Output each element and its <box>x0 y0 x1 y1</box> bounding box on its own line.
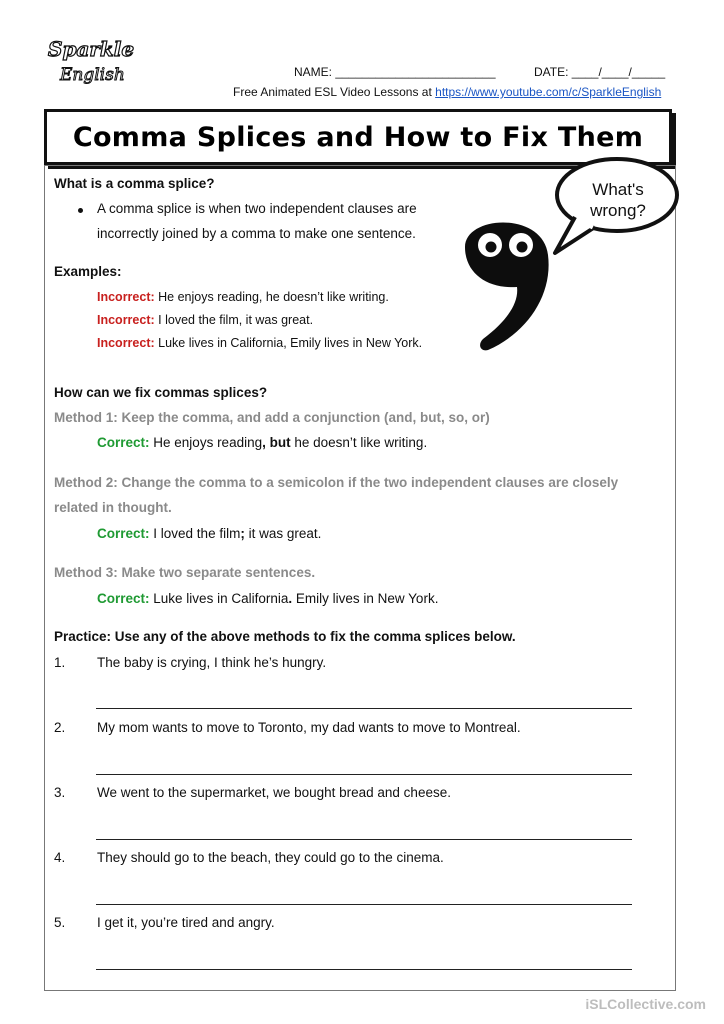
example-text: He enjoys reading, he doesn’t like writing. <box>158 290 389 304</box>
method-2-example <box>97 526 321 541</box>
lessons-line <box>233 85 661 99</box>
correct-text-end: it was great. <box>248 526 322 541</box>
example-text: Luke lives in California, Emily lives in New York. <box>158 336 423 350</box>
logo-line1: Sparkle <box>48 37 135 61</box>
correct-bold-part: . <box>288 591 293 606</box>
practice-sentence: My mom wants to move to Toronto, my dad wants to move to Montreal. <box>97 720 521 735</box>
logo-graphic <box>44 30 135 90</box>
correct-text-start: I loved the film <box>153 526 241 541</box>
examples-heading: Examples: <box>54 264 122 279</box>
bubble-line-2: wrong? <box>590 201 646 220</box>
correct-text-start: He enjoys reading <box>153 435 263 450</box>
method-1-example <box>97 435 427 450</box>
definition-line-2: incorrectly joined by a comma to make one sentence. <box>97 226 416 241</box>
practice-heading: Practice: Use any of the above methods to fix the comma splices below. <box>54 629 516 644</box>
example-item <box>97 290 389 304</box>
answer-line[interactable] <box>96 839 632 840</box>
incorrect-label: Incorrect: <box>97 336 155 350</box>
youtube-link[interactable]: https://www.youtube.com/c/SparkleEnglish <box>435 85 662 99</box>
name-field[interactable]: NAME: ________________________ <box>294 65 496 79</box>
example-text: I loved the film, it was great. <box>158 313 314 327</box>
lessons-text: Free Animated ESL Video Lessons at <box>233 85 432 99</box>
correct-text-start: Luke lives in California <box>153 591 289 606</box>
practice-sentence: I get it, you’re tired and angry. <box>97 915 275 930</box>
correct-label: Correct: <box>97 591 150 606</box>
sparkle-english-logo <box>44 30 135 90</box>
comma-character-icon <box>465 222 549 350</box>
bullet-icon <box>78 208 83 213</box>
incorrect-label: Incorrect: <box>97 290 155 304</box>
speech-bubble-text <box>568 179 668 221</box>
answer-line[interactable] <box>96 904 632 905</box>
method-2-title: Method 2: Change the comma to a semicolon if the two independent clauses are closely <box>54 475 619 490</box>
method-2-title-cont: related in thought. <box>54 500 172 515</box>
practice-sentence: They should go to the beach, they could go to the cinema. <box>97 850 444 865</box>
method-1-title: Method 1: Keep the comma, and add a conjunction (and, but, so, or) <box>54 410 490 425</box>
watermark: iSLCollective.com <box>585 996 706 1012</box>
practice-number: 3. <box>54 785 66 800</box>
definition-line-1: A comma splice is when two independent clauses are <box>97 201 417 216</box>
answer-line[interactable] <box>96 969 632 970</box>
incorrect-label: Incorrect: <box>97 313 155 327</box>
correct-label: Correct: <box>97 526 150 541</box>
answer-line[interactable] <box>96 708 632 709</box>
example-item <box>97 313 313 327</box>
definition-heading: What is a comma splice? <box>54 176 215 191</box>
example-item <box>97 336 422 350</box>
correct-text-end: he doesn’t like writing. <box>294 435 428 450</box>
correct-bold-part: ; <box>240 526 245 541</box>
fix-heading: How can we fix commas splices? <box>54 385 268 400</box>
correct-bold-part: , but <box>262 435 291 450</box>
page-title: Comma Splices and How to Fix Them <box>72 121 644 153</box>
answer-line[interactable] <box>96 774 632 775</box>
correct-label: Correct: <box>97 435 150 450</box>
practice-sentence: We went to the supermarket, we bought bread and cheese. <box>97 785 451 800</box>
logo-line2: English <box>60 65 125 85</box>
method-3-title: Method 3: Make two separate sentences. <box>54 565 316 580</box>
date-field[interactable]: DATE: ____/____/_____ <box>534 65 666 79</box>
correct-text-end: Emily lives in New York. <box>295 591 439 606</box>
bubble-line-1: What's <box>592 180 644 199</box>
practice-number: 1. <box>54 655 66 670</box>
practice-sentence: The baby is crying, I think he’s hungry. <box>97 655 327 670</box>
practice-number: 5. <box>54 915 66 930</box>
practice-number: 4. <box>54 850 66 865</box>
method-3-example <box>97 591 438 606</box>
practice-number: 2. <box>54 720 66 735</box>
